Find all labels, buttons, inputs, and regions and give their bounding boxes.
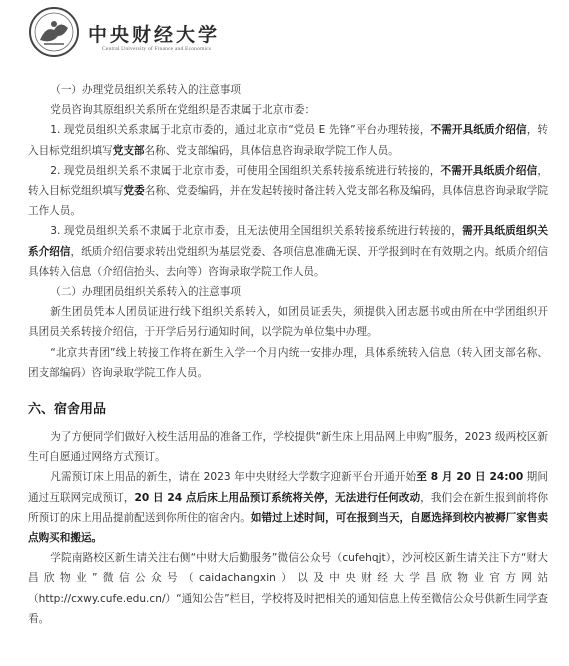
party-item-1: 1. 现党员组织关系隶属于北京市委的，通过北京市“党员 E 先锋”平台办理转接，不需开具纸质介绍信，转入目标党组织填写党支部名称、党支部编码，具体信息咨询录取学院工作人员。 — [28, 124, 548, 157]
university-seal-icon — [28, 6, 80, 58]
party-intro: 党员咨询其原组织关系所在党组织是否隶属于北京市委： — [50, 104, 316, 117]
dorm-wechat-info: 学院南路校区新生请关注右侧“中财大后勤服务”微信公众号（cufehqjt），沙河校区新生请关注下方“财大昌欣物业”微信公众号（caidachangxin）以及中央财经大学昌欣物业官方网站（http://cxwy.cufe.edu.cn/）“通知公告”栏目，学校将及时把相关的通知信息上传至微信公众号供新生同学查看。 — [28, 552, 548, 625]
party-item-3: 3. 现党员组织关系不隶属于北京市委，且无法使用全国组织关系转接系统进行转接的，需开具纸质组织关系介绍信，纸质介绍信要求转出党组织为基层党委、各项信息准确无误、开学报到时在有效期之内。纸质介绍信具体转入信息（介绍信抬头、去向等）咨询录取学院工作人员。 — [28, 225, 549, 278]
party-item-2: 2. 现党员组织关系不隶属于北京市委，可使用全国组织关系转接系统进行转接的，不需开具纸质介绍信，转入目标党组织填写党委名称、党委编码，并在发起转接时备注转入党支部名称及编码，具体信息咨询录取学院工作人员。 — [28, 164, 549, 218]
party-section-title: （一）办理党员组织关系转入的注意事项 — [50, 84, 241, 96]
league-offline-transfer: 新生团员凭本人团员证进行线下组织关系转入，如团员证丢失，须提供入团志愿书或由所在中学团组织开具团员关系转接介绍信，于开学后另行通知时间，以学院为单位集中办理。 — [28, 306, 548, 339]
dorm-order-deadline: 凡需预订床上用品的新生，请在 2023 年中央财经大学数字迎新平台开通开始至 8 月 20 日 24:00 期间通过互联网完成预订，20 日 24 点后床上用品预订系统将关停，无法进行任何改动，我们会在新生报到前将你所预订的床上用品提前配送到你所住的宿舍内。如错过上述时间，可在报到当天，自愿选择到校内被褥厂家售卖点购买和搬运。 — [28, 471, 549, 545]
document-body — [28, 80, 548, 629]
school-name: 中央财经大学 — [88, 24, 221, 46]
league-section-title: （二）办理团员组织关系转入的注意事项 — [50, 286, 241, 299]
dorm-supplies-heading: 六、宿舍用品 — [28, 402, 107, 418]
dorm-intro: 为了方便同学们做好入校生活用品的准备工作，学校提供“新生床上用品网上申购”服务，2023 级两校区新生可自愿通过网络方式预订。 — [28, 431, 548, 464]
school-name-english: Central University of Finance and Economics — [102, 46, 212, 52]
page-header — [28, 6, 228, 62]
league-online-transfer: “北京共青团”线上转接工作将在新生入学一个月内统一安排办理，具体系统转入信息（转入团支部名称、团支部编码）咨询录取学院工作人员。 — [28, 346, 548, 379]
